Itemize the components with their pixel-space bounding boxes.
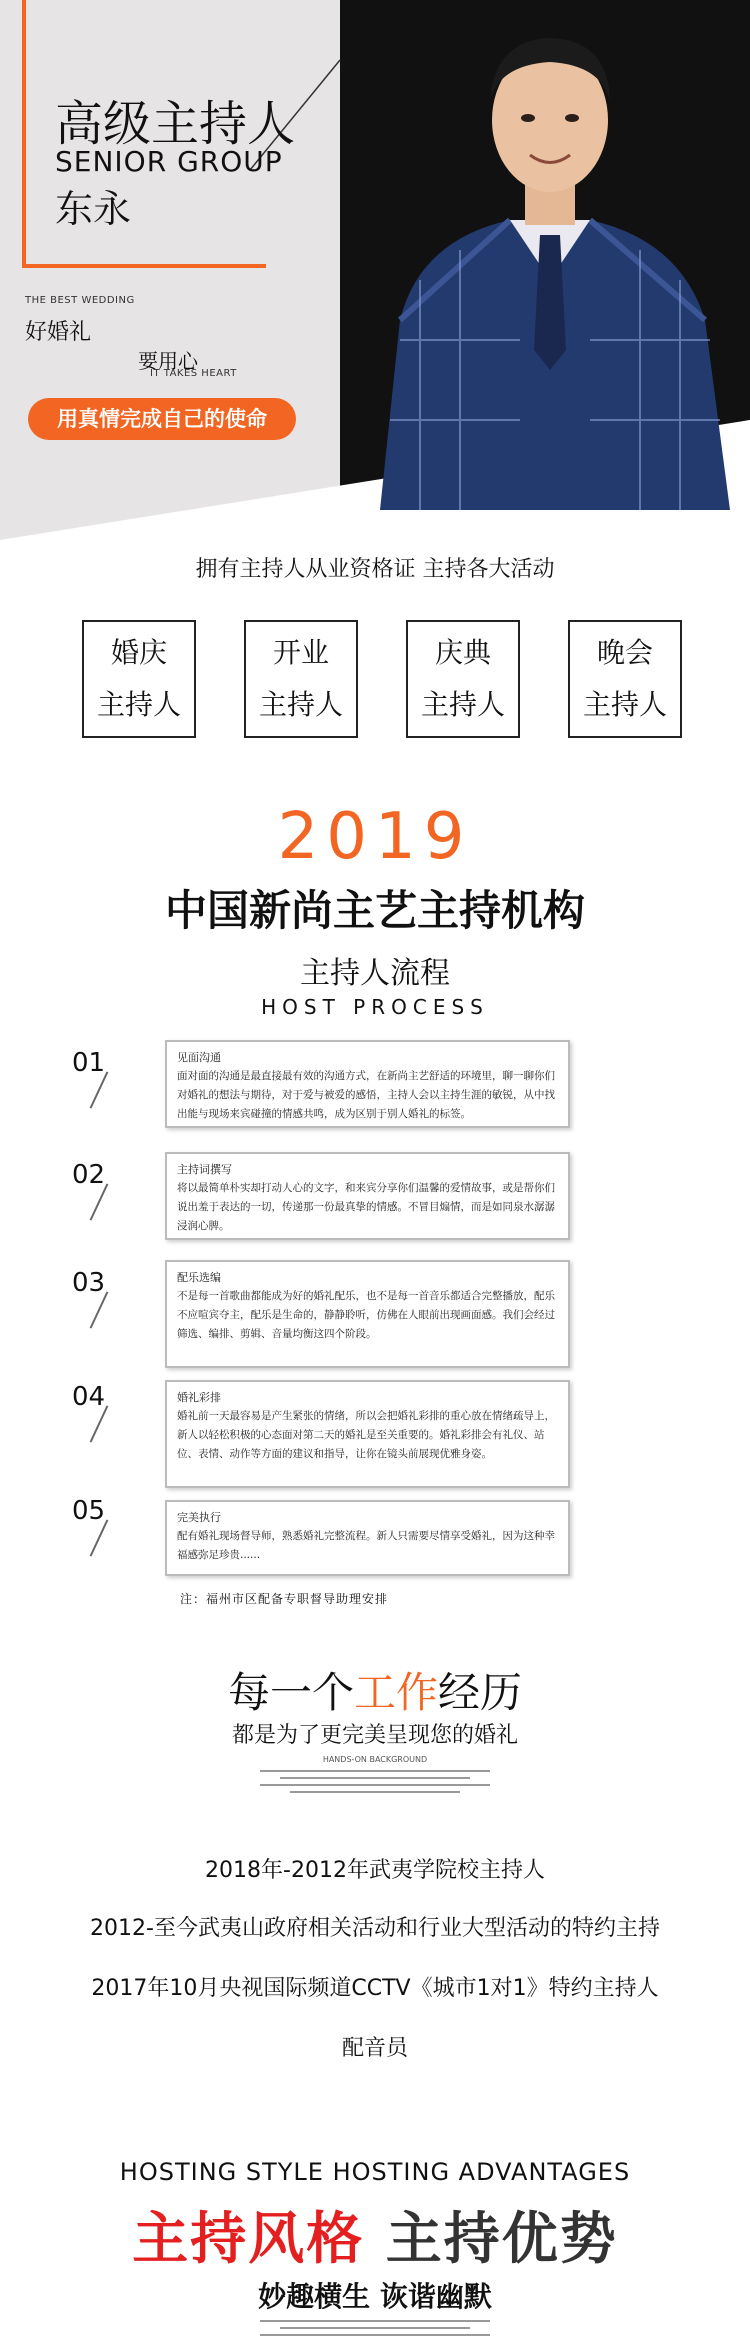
process-title-en: HOST PROCESS (261, 995, 489, 1019)
experience-title-post: 经历 (438, 1668, 523, 1717)
step-body: 面对面的沟通是最直接最有效的沟通方式，在新尚主艺舒适的环境里，聊一聊你们对婚礼的想法与期待，对于爱与被爱的感悟，主持人会以主持生涯的敏锐，从中找出能与现场来宾碰撞的情感共鸣，成为区别于别人婚礼的标签。 (177, 1070, 555, 1120)
tag-cn-1: 好婚礼 (25, 320, 92, 345)
step-number: 01 (72, 1048, 106, 1078)
role-line2: 主持人 (96, 688, 181, 721)
step-number: 04 (72, 1382, 106, 1412)
step-number: 02 (72, 1160, 106, 1190)
experience-item: 配音员 (341, 2036, 408, 2061)
experience-title (0, 1660, 750, 1720)
role-line1: 庆典 (434, 636, 491, 669)
step-body: 不是每一首歌曲都能成为好的婚礼配乐，也不是每一首音乐都适合完整播放，配乐不应喧宾夺主，配乐是生命的，静静聆听，仿佛在人眼前出现画面感。我们会经过筛选、编排、剪辑、音量均衡这四个阶段。 (177, 1290, 555, 1340)
host-portrait (360, 20, 750, 510)
role-boxes (82, 620, 682, 740)
experience-item: 2018年-2012年武夷学院校主持人 (205, 1858, 545, 1883)
year-heading: 2019 (277, 800, 473, 874)
role-line1: 开业 (272, 636, 329, 669)
role-box-celebration (406, 620, 520, 738)
experience-tiny-en: HANDS-ON BACKGROUND (322, 1755, 428, 1764)
step-title: 配乐选编 (177, 1271, 221, 1284)
tag-en-2: IT TAKES HEART (150, 368, 237, 379)
process-note: 注：福州市区配备专职督导助理安排 (180, 1592, 389, 1606)
role-line2: 主持人 (258, 688, 343, 721)
role-box-gala (568, 620, 682, 738)
experience-subtitle: 都是为了更完美呈现您的婚礼 (231, 1723, 518, 1748)
hero-title-en: SENIOR GROUP (55, 145, 283, 178)
process-title: 主持人流程 (300, 956, 450, 991)
step-number: 03 (72, 1268, 106, 1298)
role-line1: 婚庆 (110, 636, 167, 669)
role-line2: 主持人 (582, 688, 667, 721)
style-title-cn (0, 2195, 750, 2275)
step-card (165, 1500, 570, 1576)
step-number: 05 (72, 1496, 106, 1526)
style-title-red: 主持风格 (132, 2207, 365, 2272)
step-body: 将以最简单朴实却打动人心的文字，和来宾分享你们温馨的爱情故事，或是帮你们说出羞于表达的一切，传递那一份最真挚的情感。不冒目煽情，而是如同泉水潺潺浸润心脾。 (177, 1182, 555, 1232)
step-title: 完美执行 (177, 1511, 221, 1524)
step-title: 见面沟通 (177, 1051, 221, 1064)
step-title: 婚礼彩排 (177, 1391, 221, 1404)
experience-item: 2012-至今武夷山政府相关活动和行业大型活动的特约主持 (90, 1916, 660, 1941)
experience-title-highlight: 工作 (353, 1668, 438, 1717)
hero-title: 高级主持人 (55, 96, 296, 152)
step-body: 配有婚礼现场督导师，熟悉婚礼完整流程。新人只需要尽情享受婚礼，因为这种幸福感弥足珍贵...... (177, 1530, 555, 1561)
role-line1: 晚会 (596, 636, 653, 669)
hero-name: 东永 (55, 187, 132, 231)
step-card (165, 1040, 570, 1128)
role-line2: 主持人 (420, 688, 505, 721)
qualification-text: 拥有主持人从业资格证 主持各大活动 (195, 557, 555, 582)
slogan-pill: 用真情完成自己的使命 (28, 398, 296, 440)
step-card (165, 1152, 570, 1240)
decorative-text-lines-bottom (260, 2318, 490, 2342)
step-title: 主持词撰写 (177, 1163, 232, 1176)
step-card (165, 1380, 570, 1488)
role-box-wedding (82, 620, 196, 738)
experience-item: 2017年10月央视国际频道CCTV《城市1对1》特约主持人 (91, 1976, 659, 2001)
decorative-text-lines (260, 1768, 490, 1798)
step-body: 婚礼前一天最容易是产生紧张的情绪，所以会把婚礼彩排的重心放在情绪疏导上，新人以轻松积极的心态面对第二天的婚礼是至关重要的。婚礼彩排会有礼仪、站位、表情、动作等方面的建议和指导，让你在镜头前展现优雅身姿。 (177, 1410, 555, 1460)
experience-title-pre: 每一个 (227, 1668, 354, 1717)
role-box-opening (244, 620, 358, 738)
style-title-en: HOSTING STYLE HOSTING ADVANTAGES (119, 2158, 631, 2186)
step-card (165, 1260, 570, 1368)
tag-cn-2: 要用心 (138, 349, 198, 373)
hero-banner (0, 0, 750, 540)
org-heading: 中国新尚主艺主持机构 (164, 886, 585, 935)
tag-en-1: THE BEST WEDDING (25, 295, 135, 306)
style-subtitle: 妙趣横生 诙谐幽默 (258, 2280, 492, 2313)
style-title-gray: 主持优势 (385, 2207, 618, 2272)
